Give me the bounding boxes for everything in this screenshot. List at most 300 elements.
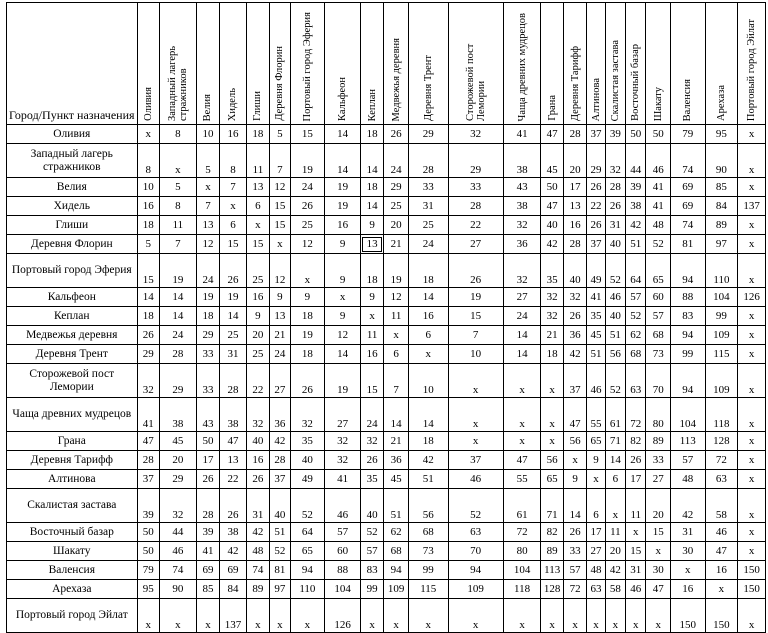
- column-header-label: Западный лагерь стражников: [166, 45, 189, 121]
- table-cell: 32: [137, 364, 159, 398]
- table-cell: 12: [196, 235, 219, 254]
- table-cell: 24: [360, 398, 383, 432]
- table-cell: x: [137, 125, 159, 144]
- table-cell: 15: [626, 542, 646, 561]
- column-header: [325, 3, 361, 125]
- table-cell: 47: [503, 451, 541, 470]
- table-cell: 14: [160, 307, 197, 326]
- table-cell: 43: [196, 398, 219, 432]
- table-cell: 32: [448, 125, 503, 144]
- column-header: [137, 3, 159, 125]
- column-header: [290, 3, 325, 125]
- table-cell: 46: [605, 288, 625, 307]
- table-cell: x: [738, 326, 766, 345]
- table-cell: 29: [137, 345, 159, 364]
- table-cell: 72: [563, 580, 586, 599]
- row-header: Чаща древних мудрецов: [7, 398, 138, 432]
- table-cell: 58: [605, 580, 625, 599]
- table-cell: 16: [408, 307, 448, 326]
- table-cell: 104: [503, 561, 541, 580]
- table-cell: 56: [563, 432, 586, 451]
- table-cell: 65: [290, 542, 325, 561]
- table-cell: 39: [626, 178, 646, 197]
- table-cell: 16: [246, 288, 269, 307]
- table-row: [7, 235, 766, 254]
- table-cell: 18: [196, 307, 219, 326]
- table-cell: x: [705, 580, 738, 599]
- table-cell: 14: [360, 197, 383, 216]
- table-cell: 29: [160, 364, 197, 398]
- table-cell: 25: [246, 345, 269, 364]
- table-cell: 29: [448, 144, 503, 178]
- table-cell: 7: [220, 178, 247, 197]
- table-cell: 42: [246, 523, 269, 542]
- table-cell: 115: [408, 580, 448, 599]
- table-cell: 28: [605, 178, 625, 197]
- table-cell: 25: [220, 326, 247, 345]
- table-cell: 46: [646, 144, 670, 178]
- table-cell: 41: [503, 125, 541, 144]
- table-cell: x: [541, 432, 563, 451]
- table-cell: 94: [290, 561, 325, 580]
- table-cell: 31: [220, 345, 247, 364]
- table-cell: x: [448, 432, 503, 451]
- table-cell: 11: [384, 307, 408, 326]
- table-cell: 51: [270, 523, 290, 542]
- table-cell: 50: [137, 542, 159, 561]
- table-row: [7, 125, 766, 144]
- table-cell: 99: [360, 580, 383, 599]
- table-cell: 17: [563, 178, 586, 197]
- row-header: Хидель: [7, 197, 138, 216]
- table-cell: x: [270, 235, 290, 254]
- table-cell: 69: [196, 561, 219, 580]
- table-cell: 19: [384, 254, 408, 288]
- table-cell: 33: [646, 451, 670, 470]
- table-cell: 94: [670, 254, 705, 288]
- table-cell: x: [670, 561, 705, 580]
- table-cell: 28: [563, 235, 586, 254]
- table-cell: x: [503, 398, 541, 432]
- table-cell: 24: [290, 178, 325, 197]
- table-cell: 28: [160, 345, 197, 364]
- table-cell: 52: [605, 254, 625, 288]
- column-header-label: Сторожевой пост Лемории: [464, 43, 487, 121]
- table-cell: 14: [220, 307, 247, 326]
- table-cell: 52: [290, 489, 325, 523]
- table-cell: 52: [448, 489, 503, 523]
- table-cell: 94: [384, 561, 408, 580]
- table-cell: 19: [220, 288, 247, 307]
- column-header-label: Медвежья деревня: [390, 37, 402, 121]
- table-cell: 47: [705, 542, 738, 561]
- table-row: [7, 470, 766, 489]
- table-row: [7, 489, 766, 523]
- table-cell: x: [646, 542, 670, 561]
- table-row: [7, 254, 766, 288]
- table-row: [7, 599, 766, 633]
- table-row: [7, 523, 766, 542]
- table-cell: 57: [563, 561, 586, 580]
- table-cell: 41: [137, 398, 159, 432]
- table-row: [7, 561, 766, 580]
- table-cell: 74: [160, 561, 197, 580]
- table-cell: 40: [541, 216, 563, 235]
- table-cell: 14: [360, 144, 383, 178]
- table-cell: 109: [705, 326, 738, 345]
- table-cell: x: [738, 144, 766, 178]
- table-cell: 29: [587, 144, 605, 178]
- table-cell: 65: [541, 470, 563, 489]
- table-cell: 24: [384, 144, 408, 178]
- table-cell: 32: [290, 398, 325, 432]
- table-cell: 16: [137, 197, 159, 216]
- table-row: [7, 451, 766, 470]
- table-cell: 11: [160, 216, 197, 235]
- table-cell: 45: [160, 432, 197, 451]
- table-cell: 14: [325, 345, 361, 364]
- table-cell: 33: [563, 542, 586, 561]
- column-header: [246, 3, 269, 125]
- table-cell: 20: [384, 216, 408, 235]
- table-cell: 32: [246, 398, 269, 432]
- row-header: Валенсия: [7, 561, 138, 580]
- table-cell: 37: [587, 235, 605, 254]
- table-cell: 31: [670, 523, 705, 542]
- table-cell: 39: [196, 523, 219, 542]
- table-cell: 22: [246, 364, 269, 398]
- table-cell: 50: [626, 125, 646, 144]
- table-cell: 7: [448, 326, 503, 345]
- table-cell: 28: [408, 144, 448, 178]
- table-cell: 18: [290, 307, 325, 326]
- row-header: Деревня Тарифф: [7, 451, 138, 470]
- column-header-label: Валенсия: [682, 78, 694, 121]
- table-cell: 10: [408, 364, 448, 398]
- table-cell: 94: [670, 326, 705, 345]
- table-row: [7, 144, 766, 178]
- table-row: [7, 307, 766, 326]
- column-header: [626, 3, 646, 125]
- table-cell: x: [541, 599, 563, 633]
- table-cell: 46: [705, 523, 738, 542]
- table-cell: 47: [541, 197, 563, 216]
- table-cell: 29: [384, 178, 408, 197]
- table-cell: 16: [670, 580, 705, 599]
- table-cell: 104: [670, 398, 705, 432]
- table-cell: 39: [605, 125, 625, 144]
- table-cell: 18: [541, 345, 563, 364]
- table-cell: x: [646, 599, 670, 633]
- table-cell: 17: [196, 451, 219, 470]
- table-cell: 24: [503, 307, 541, 326]
- table-cell: 42: [605, 561, 625, 580]
- table-cell: x: [290, 254, 325, 288]
- column-header-label: Кальфеон: [337, 77, 349, 121]
- table-cell: 63: [587, 580, 605, 599]
- table-cell: 14: [605, 451, 625, 470]
- table-cell: 42: [220, 542, 247, 561]
- table-cell: x: [738, 432, 766, 451]
- table-cell: 35: [541, 254, 563, 288]
- column-header: [448, 3, 503, 125]
- table-cell: 52: [360, 523, 383, 542]
- table-cell: 69: [220, 561, 247, 580]
- table-cell: 29: [196, 326, 219, 345]
- table-cell: 56: [541, 451, 563, 470]
- row-header: Портовый город Эферия: [7, 254, 138, 288]
- table-cell: 8: [220, 144, 247, 178]
- table-cell: 5: [196, 144, 219, 178]
- table-cell: 79: [670, 125, 705, 144]
- table-cell: 6: [587, 489, 605, 523]
- table-cell: 28: [137, 451, 159, 470]
- table-cell: 12: [270, 178, 290, 197]
- table-cell: 137: [738, 197, 766, 216]
- table-cell: 72: [705, 451, 738, 470]
- table-cell: x: [626, 599, 646, 633]
- table-cell: 9: [563, 470, 586, 489]
- table-cell: 18: [408, 432, 448, 451]
- column-header: [196, 3, 219, 125]
- table-cell: 12: [384, 288, 408, 307]
- table-cell: 6: [246, 197, 269, 216]
- table-cell: 13: [563, 197, 586, 216]
- table-cell: 58: [705, 489, 738, 523]
- table-cell: 72: [626, 398, 646, 432]
- table-cell: 17: [587, 523, 605, 542]
- table-row: [7, 432, 766, 451]
- table-cell: x: [738, 599, 766, 633]
- table-cell: 97: [705, 235, 738, 254]
- table-row: [7, 542, 766, 561]
- column-header-label: Деревня Тарифф: [569, 45, 581, 121]
- row-header: Грана: [7, 432, 138, 451]
- table-cell: 60: [325, 542, 361, 561]
- table-cell: 37: [448, 451, 503, 470]
- table-cell: 24: [196, 254, 219, 288]
- table-cell: 14: [384, 398, 408, 432]
- table-cell: 70: [448, 542, 503, 561]
- table-cell: x: [738, 307, 766, 326]
- table-cell: 9: [246, 307, 269, 326]
- table-cell: 25: [290, 216, 325, 235]
- column-header: [605, 3, 625, 125]
- column-header: [503, 3, 541, 125]
- table-cell: x: [160, 599, 197, 633]
- table-cell: 36: [563, 326, 586, 345]
- table-cell: 61: [503, 489, 541, 523]
- column-header-label: Чаща древних мудрецов: [516, 12, 528, 121]
- table-cell: 84: [220, 580, 247, 599]
- table-row: [7, 197, 766, 216]
- table-cell: 26: [448, 254, 503, 288]
- table-cell: 32: [605, 144, 625, 178]
- table-cell: 42: [541, 235, 563, 254]
- column-header: [270, 3, 290, 125]
- table-cell: 9: [325, 254, 361, 288]
- table-cell: 27: [587, 542, 605, 561]
- table-cell: 31: [246, 489, 269, 523]
- table-cell: 19: [290, 326, 325, 345]
- table-cell: 5: [160, 178, 197, 197]
- table-cell: 16: [563, 216, 586, 235]
- table-cell: 50: [196, 432, 219, 451]
- table-cell: 18: [408, 254, 448, 288]
- table-cell: 9: [360, 216, 383, 235]
- table-cell: x: [503, 599, 541, 633]
- table-cell: 32: [160, 489, 197, 523]
- table-cell: 46: [325, 489, 361, 523]
- table-cell: 95: [137, 580, 159, 599]
- table-cell: 15: [360, 364, 383, 398]
- table-cell: 19: [290, 144, 325, 178]
- table-cell: 15: [246, 235, 269, 254]
- table-cell: 26: [587, 178, 605, 197]
- table-cell: 63: [448, 523, 503, 542]
- table-cell: 94: [448, 561, 503, 580]
- table-cell: 25: [384, 197, 408, 216]
- table-cell: 5: [270, 125, 290, 144]
- table-cell: 32: [541, 307, 563, 326]
- table-cell: 118: [503, 580, 541, 599]
- column-header-label: Алтинова: [590, 77, 602, 121]
- table-cell: 89: [246, 580, 269, 599]
- table-row: [7, 178, 766, 197]
- table-cell: 8: [137, 144, 159, 178]
- table-cell: 89: [541, 542, 563, 561]
- table-cell: 6: [384, 345, 408, 364]
- table-cell: 15: [270, 197, 290, 216]
- table-cell: 72: [503, 523, 541, 542]
- table-cell: 81: [270, 561, 290, 580]
- table-cell: 150: [705, 599, 738, 633]
- column-header: [160, 3, 197, 125]
- table-cell: 25: [408, 216, 448, 235]
- table-cell: 30: [670, 542, 705, 561]
- table-cell: 51: [408, 470, 448, 489]
- table-cell: 85: [196, 580, 219, 599]
- table-cell: 26: [290, 197, 325, 216]
- table-cell: 36: [503, 235, 541, 254]
- table-cell: 36: [384, 451, 408, 470]
- table-cell: 18: [360, 125, 383, 144]
- table-cell: x: [448, 364, 503, 398]
- table-cell: 26: [246, 470, 269, 489]
- table-cell: 8: [160, 197, 197, 216]
- table-cell: 51: [384, 489, 408, 523]
- column-header-label: Глиши: [252, 91, 264, 121]
- table-cell: x: [563, 599, 586, 633]
- table-cell: x: [738, 451, 766, 470]
- table-cell: 10: [196, 125, 219, 144]
- table-cell: 60: [646, 288, 670, 307]
- table-cell: 15: [448, 307, 503, 326]
- table-cell: x: [325, 288, 361, 307]
- table-cell: 21: [384, 432, 408, 451]
- table-cell: 14: [503, 345, 541, 364]
- table-cell: 18: [290, 345, 325, 364]
- table-cell: 37: [587, 125, 605, 144]
- table-cell: 126: [325, 599, 361, 633]
- table-cell: 68: [384, 542, 408, 561]
- table-cell: 27: [448, 235, 503, 254]
- table-cell: 35: [290, 432, 325, 451]
- table-cell: 9: [325, 307, 361, 326]
- column-header: [705, 3, 738, 125]
- table-cell: 99: [408, 561, 448, 580]
- table-cell: 33: [196, 345, 219, 364]
- table-cell: 42: [408, 451, 448, 470]
- table-cell: 16: [360, 345, 383, 364]
- table-cell: 11: [246, 144, 269, 178]
- table-cell: 110: [290, 580, 325, 599]
- column-header-label: Деревня Трент: [422, 54, 434, 121]
- table-cell: x: [738, 489, 766, 523]
- table-cell: 19: [160, 254, 197, 288]
- column-header: [360, 3, 383, 125]
- table-cell: 26: [360, 451, 383, 470]
- table-cell: 40: [360, 489, 383, 523]
- table-cell: x: [196, 178, 219, 197]
- table-cell: 37: [270, 470, 290, 489]
- table-cell: 74: [670, 144, 705, 178]
- table-cell: x: [541, 364, 563, 398]
- table-cell: 50: [646, 125, 670, 144]
- table-row: [7, 326, 766, 345]
- table-cell: 18: [360, 178, 383, 197]
- row-header: Деревня Трент: [7, 345, 138, 364]
- table-cell: 6: [408, 326, 448, 345]
- table-cell: 21: [384, 235, 408, 254]
- table-cell: 9: [587, 451, 605, 470]
- column-header: [541, 3, 563, 125]
- table-cell: 82: [626, 432, 646, 451]
- table-cell: 42: [270, 432, 290, 451]
- table-cell: 99: [670, 345, 705, 364]
- table-cell: x: [503, 432, 541, 451]
- table-cell: 28: [220, 364, 247, 398]
- table-cell: 21: [270, 326, 290, 345]
- table-cell: 46: [587, 364, 605, 398]
- table-cell: 11: [360, 326, 383, 345]
- table-cell: 150: [738, 580, 766, 599]
- table-cell: 150: [670, 599, 705, 633]
- header-row: [7, 3, 766, 125]
- table-cell: 36: [270, 398, 290, 432]
- table-cell: 35: [587, 307, 605, 326]
- table-cell: 32: [503, 216, 541, 235]
- table-cell: 15: [270, 216, 290, 235]
- table-cell: 20: [605, 542, 625, 561]
- table-cell: 64: [626, 254, 646, 288]
- table-cell: 10: [448, 345, 503, 364]
- table-cell: x: [246, 216, 269, 235]
- table-cell: x: [738, 178, 766, 197]
- table-cell: 12: [270, 254, 290, 288]
- table-cell: 85: [705, 178, 738, 197]
- table-cell: 109: [705, 364, 738, 398]
- table-cell: 38: [220, 398, 247, 432]
- column-header-label: Грана: [546, 95, 558, 121]
- table-cell: 28: [196, 489, 219, 523]
- table-cell: 55: [587, 398, 605, 432]
- column-header: [220, 3, 247, 125]
- table-cell: 47: [137, 432, 159, 451]
- table-cell: 15: [220, 235, 247, 254]
- table-cell: 47: [220, 432, 247, 451]
- table-cell: 41: [646, 178, 670, 197]
